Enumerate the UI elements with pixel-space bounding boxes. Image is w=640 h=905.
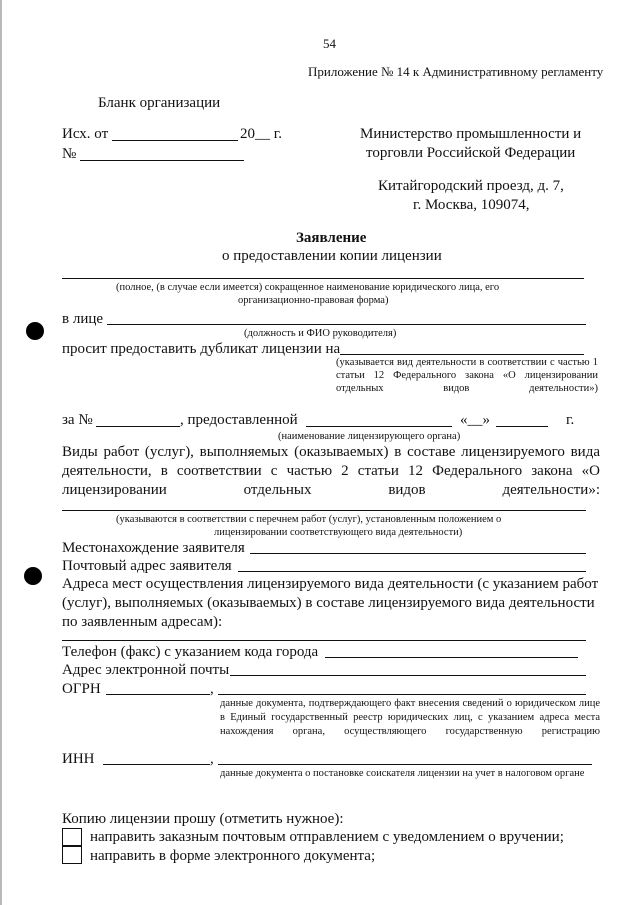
inn-field[interactable]: [103, 764, 210, 765]
outgoing-date-field[interactable]: [112, 140, 238, 141]
hint-authority: (наименование лицензирующего органа): [278, 431, 461, 442]
inn-comma: ,: [210, 751, 214, 767]
hint-applicant-name: (полное, (в случае если имеется) сокращенное наименование юридического лица, его: [116, 282, 500, 293]
license-number-label: за №: [62, 412, 93, 428]
hint-applicant-name-2: организационно-правовая форма): [238, 295, 389, 306]
option-mail-checkbox[interactable]: [62, 828, 82, 846]
activity-field[interactable]: [340, 354, 584, 355]
hint-activity: (указывается вид деятельности в соответствии с частью 1 статьи 12 Федерального закона «О лицензировании отдельных видов деятельности»): [336, 357, 598, 394]
request-label: просит предоставить дубликат лицензии на: [62, 341, 341, 357]
places-field[interactable]: [62, 640, 586, 641]
option-electronic-label: направить в форме электронного документа;: [90, 848, 376, 864]
addressee-line-3: Китайгородский проезд, д. 7,: [378, 178, 564, 194]
license-authority-field[interactable]: [306, 426, 452, 427]
places-paragraph: Адреса мест осуществления лицензируемого вида деятельности (с указанием работ (услуг), выполняемых (оказываемых) в составе лицензируемого вида деятельности по заявленным адресам):: [62, 576, 599, 630]
page-number: 54: [323, 36, 336, 51]
addressee-line-1: Министерство промышленности и: [360, 126, 582, 142]
inn-label: ИНН: [62, 751, 95, 767]
outgoing-number-field[interactable]: [80, 160, 244, 161]
ogrn-field[interactable]: [106, 694, 210, 695]
hint-works-2: лицензировании соответствующего вида деятельности): [214, 527, 463, 538]
addressee-line-4: г. Москва, 109074,: [413, 197, 530, 213]
representative-field[interactable]: [107, 324, 586, 325]
inn-document-field[interactable]: [218, 764, 592, 765]
license-year-suffix: г.: [566, 412, 575, 428]
hint-inn: данные документа о постановке соискателя лицензии на учет в налоговом органе: [220, 768, 585, 779]
hint-representative: (должность и ФИО руководителя): [244, 328, 397, 339]
addressee-line-2: торговли Российской Федерации: [366, 145, 576, 161]
outgoing-number-label: №: [62, 146, 77, 162]
license-number-field[interactable]: [96, 426, 180, 427]
email-label: Адрес электронной почты: [62, 662, 230, 678]
works-paragraph: Виды работ (услуг), выполняемых (оказываемых) в составе лицензируемого вида деятельности, в соответствии с частью 2 статьи 12 Федерального закона «О лицензировании отдельных видов деятельности»:: [62, 444, 600, 498]
document-title: Заявление: [296, 230, 367, 246]
email-field[interactable]: [230, 675, 586, 676]
postal-label: Почтовый адрес заявителя: [62, 558, 232, 574]
ogrn-label: ОГРН: [62, 681, 101, 697]
postal-field[interactable]: [238, 571, 586, 572]
location-label: Местонахождение заявителя: [62, 540, 245, 556]
phone-field[interactable]: [325, 657, 578, 658]
punch-hole-top: [26, 322, 44, 340]
license-provided-label: , предоставленной: [180, 412, 298, 428]
in-person-label: в лице: [62, 311, 104, 327]
ogrn-document-field[interactable]: [218, 694, 586, 695]
ogrn-comma: ,: [210, 681, 214, 697]
option-mail-label: направить заказным почтовым отправлением с уведомлением о вручении;: [90, 829, 564, 845]
hint-ogrn: данные документа, подтверждающего факт внесения сведений о юридическом лице в Единый государственный реестр юридических лиц, с указанием адреса места нахождения органа, осуществляющего государственную регистрацию: [220, 698, 600, 737]
phone-label: Телефон (факс) с указанием кода города: [62, 644, 319, 660]
organization-blank-label: Бланк организации: [98, 95, 221, 111]
works-field[interactable]: [62, 510, 586, 511]
scan-edge: [0, 0, 2, 905]
appendix-reference: Приложение № 14 к Административному регламенту: [308, 64, 604, 79]
option-electronic-checkbox[interactable]: [62, 846, 82, 864]
license-month-field[interactable]: [496, 426, 548, 427]
hint-works-1: (указываются в соответствии с перечнем работ (услуг), установленным положением о: [116, 514, 502, 525]
document-subtitle: о предоставлении копии лицензии: [222, 248, 442, 264]
applicant-name-field[interactable]: [62, 278, 584, 279]
copy-request-label: Копию лицензии прошу (отметить нужное):: [62, 811, 344, 827]
outgoing-year-label: 20__ г.: [240, 126, 282, 142]
outgoing-date-label: Исх. от: [62, 126, 109, 142]
location-field[interactable]: [250, 553, 586, 554]
license-day-field[interactable]: «__»: [460, 412, 490, 428]
punch-hole-bottom: [24, 567, 42, 585]
